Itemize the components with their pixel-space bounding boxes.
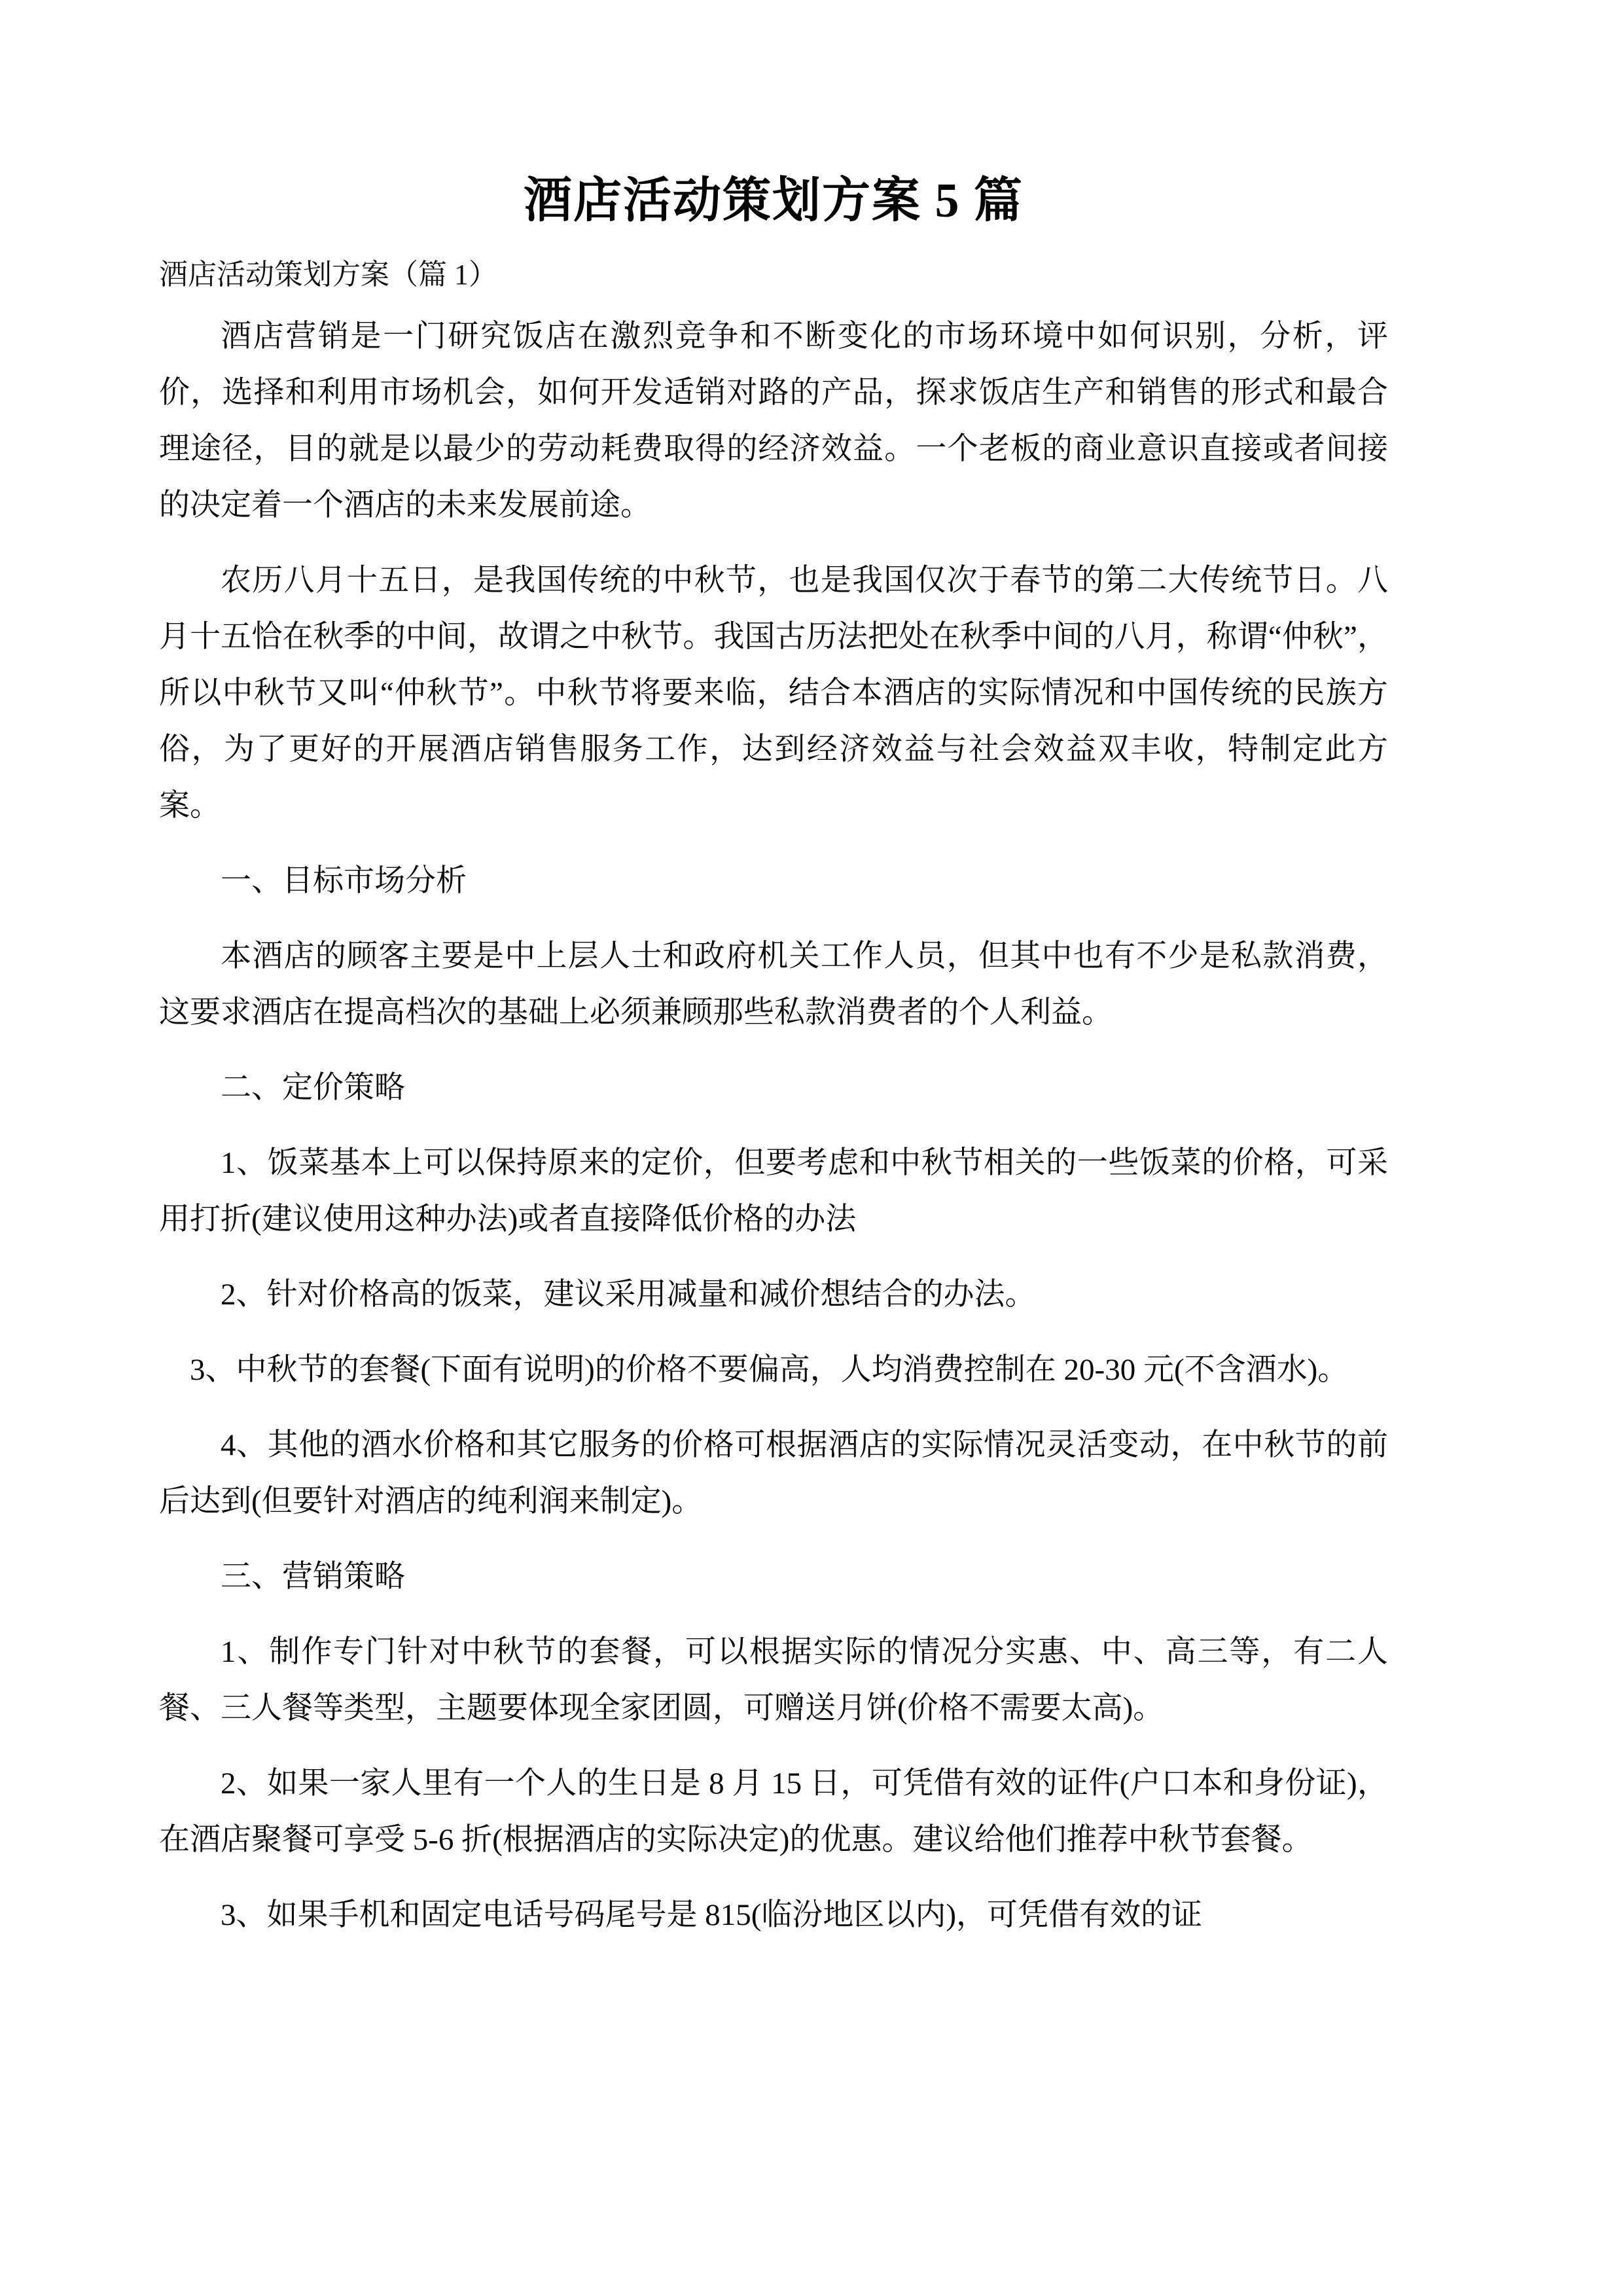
list-item-pricing-1: 1、饭菜基本上可以保持原来的定价，但要考虑和中秋节相关的一些饭菜的价格，可采用打折(建议使用这种办法)或者直接降低价格的办法 [159,1146,1388,1236]
paragraph-target-market-body: 本酒店的顾客主要是中上层人士和政府机关工作人员，但其中也有不少是私款消费，这要求酒店在提高档次的基础上必须兼顾那些私款消费者的个人利益。 [159,939,1388,1030]
list-item-marketing-1: 1、制作专门针对中秋节的套餐，可以根据实际的情况分实惠、中、高三等，有二人餐、三人餐等类型，主题要体现全家团圆，可赠送月饼(价格不需要太高)。 [159,1635,1388,1725]
list-item-pricing-4: 4、其他的酒水价格和其它服务的价格可根据酒店的实际情况灵活变动，在中秋节的前后达到(但要针对酒店的纯利润来制定)。 [159,1428,1388,1518]
section-heading-target-market: 一、目标市场分析 [221,864,467,898]
section-heading-marketing-strategy: 三、营销策略 [221,1560,405,1594]
page-title: 酒店活动策划方案 5 篇 [524,174,1024,228]
document-subtitle: 酒店活动策划方案（篇 1） [159,259,497,291]
document-content [159,0,1388,1943]
list-item-marketing-2: 2、如果一家人里有一个人的生日是 8 月 15 日，可凭借有效的证件(户口本和身份证)，在酒店聚餐可享受 5-6 折(根据酒店的实际决定)的优惠。建议给他们推荐中秋节套餐。 [159,1767,1388,1857]
list-item-marketing-3: 3、如果手机和固定电话号码尾号是 815(临汾地区以内)，可凭借有效的证 [221,1898,1203,1932]
list-item-pricing-3: 3、中秋节的套餐(下面有说明)的价格不要偏高，人均消费控制在 20-30 元(不含酒水)。 [190,1353,1349,1387]
paragraph-intro-midautumn: 农历八月十五日，是我国传统的中秋节，也是我国仅次于春节的第二大传统节日。八月十五恰在秋季的中间，故谓之中秋节。我国古历法把处在秋季中间的八月，称谓“仲秋”，所以中秋节又叫“仲秋节”。中秋节将要来临，结合本酒店的实际情况和中国传统的民族方俗，为了更好的开展酒店销售服务工作，达到经济效益与社会效益双丰收，特制定此方案。 [159,564,1388,823]
list-item-pricing-2: 2、针对价格高的饭菜，建议采用减量和减价想结合的办法。 [221,1278,1036,1312]
paragraph-intro-marketing: 酒店营销是一门研究饭店在激烈竞争和不断变化的市场环境中如何识别，分析，评价，选择和利用市场机会，如何开发适销对路的产品，探求饭店生产和销售的形式和最合理途径，目的就是以最少的劳动耗费取得的经济效益。一个老板的商业意识直接或者间接的决定着一个酒店的未来发展前途。 [159,319,1388,522]
section-heading-pricing-strategy: 二、定价策略 [221,1071,405,1105]
